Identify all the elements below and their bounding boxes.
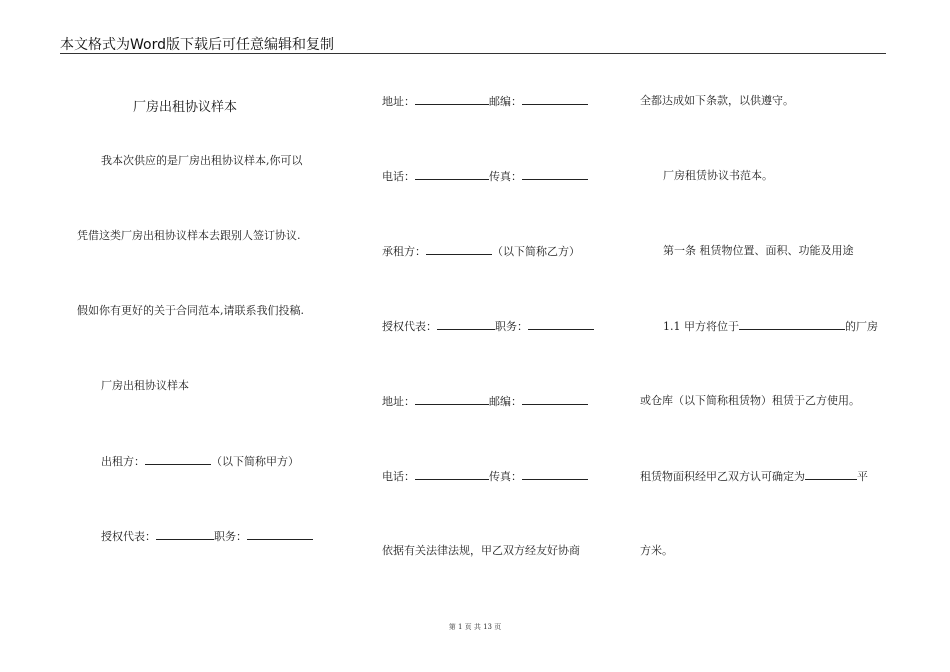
fax-label: 传真： [489,470,522,483]
document-header: 本文格式为Word版下载后可任意编辑和复制 [60,37,334,53]
intro-line-3: 假如你有更好的关于合同范本,请联系我们投稿. [77,304,304,317]
phone-blank [415,469,489,480]
header-divider [60,53,886,54]
postcode-blank [522,394,588,405]
lessee-suffix: （以下简称乙方） [492,245,580,258]
address-blank [415,394,489,405]
postcode-label: 邮编： [489,95,522,108]
phone-label: 电话： [382,470,415,483]
position-label: 职务： [495,320,528,333]
lessee-label: 承租方： [382,245,426,258]
position-blank [528,319,594,330]
closing-line: 依据有关法律法规，甲乙双方经友好协商 [382,544,580,557]
lessee-address-line [382,394,588,409]
lessor-phone-line [382,169,588,184]
fax-blank [522,469,588,480]
lessee-blank [426,244,492,255]
location-blank [739,319,845,330]
postcode-label: 邮编： [489,395,522,408]
address-label: 地址： [382,395,415,408]
intro-line-1: 我本次供应的是厂房出租协议样本,你可以 [101,154,303,167]
col3-line-5: 或仓库（以下简称租赁物）租赁于乙方使用。 [640,394,860,407]
lessor-line [101,454,299,469]
agreement-subtitle: 厂房出租协议样本 [101,379,189,392]
postcode-blank [522,94,588,105]
rep-label: 授权代表： [101,530,156,543]
lessee-phone-line [382,469,588,484]
lessor-label: 出租方： [101,455,145,468]
phone-label: 电话： [382,170,415,183]
lessor-rep-line [101,529,313,544]
col3-line-6 [640,469,868,484]
col3-line-2: 厂房租赁协议书范本。 [663,169,773,182]
fax-label: 传真： [489,170,522,183]
col3-line-7: 方米。 [640,544,673,557]
lessor-blank [145,454,211,465]
area-suffix: 平 [857,470,868,483]
fax-blank [522,169,588,180]
area-prefix: 租赁物面积经甲乙双方认可确定为 [640,470,805,483]
location-suffix: 的厂房 [845,320,878,333]
phone-blank [415,169,489,180]
address-blank [415,94,489,105]
doc-title: 厂房出租协议样本 [133,100,238,115]
position-label: 职务： [214,530,247,543]
lessor-suffix: （以下简称甲方） [211,455,299,468]
lessee-rep-line [382,319,594,334]
intro-line-2: 凭借这类厂房出租协议样本去跟别人签订协议. [77,229,301,242]
col3-line-1: 全都达成如下条款，以供遵守。 [640,94,794,107]
address-label: 地址： [382,95,415,108]
lessee-line [382,244,580,259]
position-blank [247,529,313,540]
lessor-address-line [382,94,588,109]
location-prefix: 1.1 甲方将位于 [663,320,739,333]
rep-label: 授权代表： [382,320,437,333]
article-one-heading: 第一条 租赁物位置、面积、功能及用途 [663,244,854,257]
area-blank [805,469,857,480]
rep-blank [156,529,214,540]
rep-blank [437,319,495,330]
page-footer: 第 1 页 共 13 页 [448,623,502,631]
col3-line-4 [663,319,878,334]
